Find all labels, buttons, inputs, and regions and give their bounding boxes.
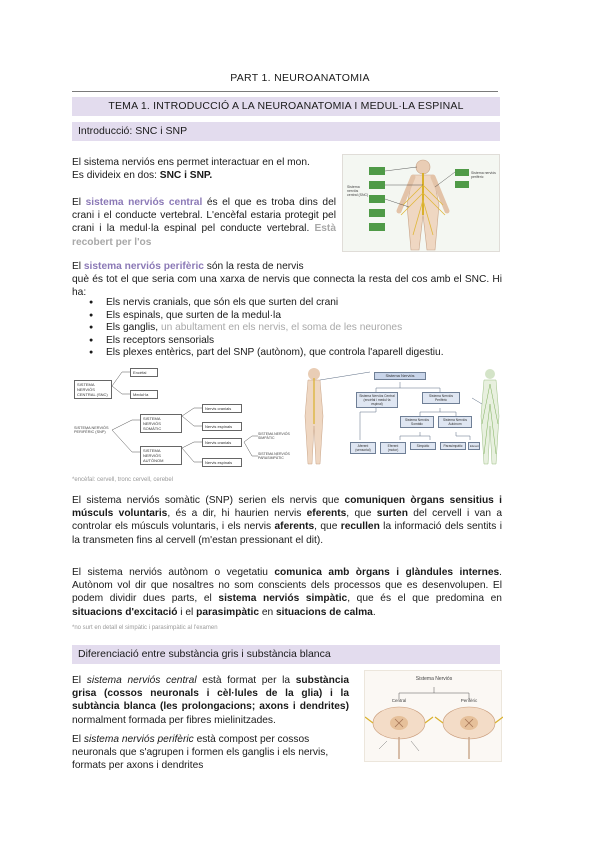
spinal-section-right (435, 707, 503, 759)
hier-central: Sistema Nerviós Central (encèfal i medul·la espinal) (356, 392, 398, 408)
fig4-central: Central (391, 698, 407, 703)
hierarchy-diagram (300, 364, 502, 474)
box-snc: SISTEMA NERVIÓS CENTRAL (SNC) (74, 380, 112, 399)
label-parasimpatic: SISTEMA NERVIÓS PARASIMPÀTIC (258, 452, 290, 461)
list-item: ● Els nervis cranials, que són els que surten del crani (72, 297, 502, 310)
hier-somatic: Sistema Nerviós Somàtic (400, 416, 434, 428)
hier-simpatic: Simpàtic (410, 442, 436, 450)
box-nervis-espinals: Nervis espinals (202, 422, 242, 431)
hier-peripheral: Sistema Nerviós Perifèric (422, 392, 460, 404)
spinal-cord-illustration (365, 671, 503, 763)
fig4-title: Sistema Nerviós (415, 676, 453, 682)
box-medulla: Medul·la (130, 390, 158, 399)
hier-eferent-a: Eferent (470, 444, 480, 448)
box-nervis-cranials: Nervis cranials (202, 404, 242, 413)
autonom-paragraph: El sistema nerviós autònom o vegetatiu comunica amb òrgans i glàndules internes. Autònom vol dir que nosaltres no som conscients dels processos que es desenvolupen. El podem dividir dues parts, el sistema nerviós simpàtic, que és el que predomina en situacions d'excitació i el parasimpàtic en situacions de calma. (72, 567, 502, 618)
intro-line-2: Es divideix en dos: SNC i SNP. (72, 170, 213, 182)
label-snp: SISTEMA NERVIÓS PERIFÈRIC (SNP) (74, 426, 109, 435)
snc-paragraph: El sistema nerviós central és el que es troba dins del crani i el conducte vertebral. L'encèfal estaria protegit pel crani i la medul·la espinal pel conducte vertebral. Està recobert per l'os (72, 197, 336, 248)
hier-parasimpatic: Parasimpàtic (440, 442, 466, 450)
box-nervis-cranials-2: Nervis cranials (202, 438, 242, 447)
fig1-label-central: Sistema nerviós central (SNC) (347, 185, 369, 198)
nervous-system-figure (342, 154, 500, 252)
snp-paragraph (72, 260, 502, 300)
snp-line-1: El sistema nerviós perifèric són la resta de nervis (72, 261, 304, 272)
label-simpatic: SISTEMA NERVIÓS SIMPÀTIC (258, 432, 290, 441)
fig1-label-peripheral: Sistema nerviós perifèric (471, 171, 496, 180)
intro-paragraph (72, 156, 337, 182)
hier-autonom: Sistema Nerviós Autònom (438, 416, 472, 428)
box-autonom: SISTEMA NERVIÓS AUTÒNOM (140, 446, 182, 465)
somatic-paragraph: El sistema nerviós somàtic (SNP) serien els nervis que comuniquen òrgans sensitius i músculs voluntaris, és a dir, hi haurien nervis eferents, que surten del cervell i van a controlar els músculs voluntaris, i els nervis aferents, que recullen la informació dels sentits i la transmeten fins al cervell (m'estan pressionant el dit). (72, 495, 502, 546)
hier-title: Sistema Nerviós (374, 372, 426, 380)
hier-eferent-s: Eferent (motor) (380, 442, 406, 454)
hier-aferent-s: Aferent (sensorial) (350, 442, 376, 454)
fig4-periferic: Perifèric (460, 698, 478, 703)
box-encefal: Encèfal (130, 368, 158, 377)
snp-list (72, 297, 502, 360)
intro-line-1: El sistema nerviós ens permet interactuar en el mon. (72, 157, 310, 168)
box-somatic: SISTEMA NERVIÓS SOMÀTIC (140, 414, 182, 433)
list-item: ● Els receptors sensorials (72, 335, 502, 348)
snp-line-2: què és tot el que seria com una xarxa de nervis que connecta la resta del cos amb el SNC. Hi ha: (72, 274, 502, 299)
gris-paragraph: El sistema nerviós central està format per la substància grisa (cossos neuronals i cèl·lules de la glia) i la subtància blanca (les prolongacions; axons i dendrites) normalment formada per fibres mielinitzades. (72, 675, 349, 726)
spinal-cord-figure (364, 670, 502, 762)
title-rule (72, 91, 498, 92)
spinal-section-left (365, 707, 433, 759)
classification-diagram (72, 364, 298, 474)
section-heading-intro: Introducció: SNC i SNP (72, 122, 500, 141)
list-item: ● Els plexes entèrics, part del SNP (autònom), que controla l'aparell digestiu. (72, 347, 502, 360)
list-item: ● Els ganglis, un abultament en els nervis, el soma de les neurones (72, 322, 502, 335)
list-item: ● Els espinals, que surten de la medul·la (72, 310, 502, 323)
figure-note: *encèfal: cervell, tronc cervell, cerebel (72, 477, 174, 483)
part-title: PART 1. NEUROANATOMIA (230, 72, 370, 84)
section-heading-gris: Diferenciació entre substància gris i substància blanca (72, 645, 500, 664)
periferic-paragraph: El sistema nerviós perifèric està compost per cossos neuronals que s'agrupen i formen els ganglis i els nervis, formats per axons i dendrites (72, 734, 329, 772)
body-diagram (343, 155, 500, 252)
autonom-note: *no surt en detall el simpàtic i parasimpàtic al l'examen (72, 625, 218, 631)
topic-heading: TEMA 1. INTRODUCCIÓ A LA NEUROANATOMIA I MEDUL·LA ESPINAL (72, 97, 500, 116)
box-nervis-espinals-2: Nervis espinals (202, 458, 242, 467)
